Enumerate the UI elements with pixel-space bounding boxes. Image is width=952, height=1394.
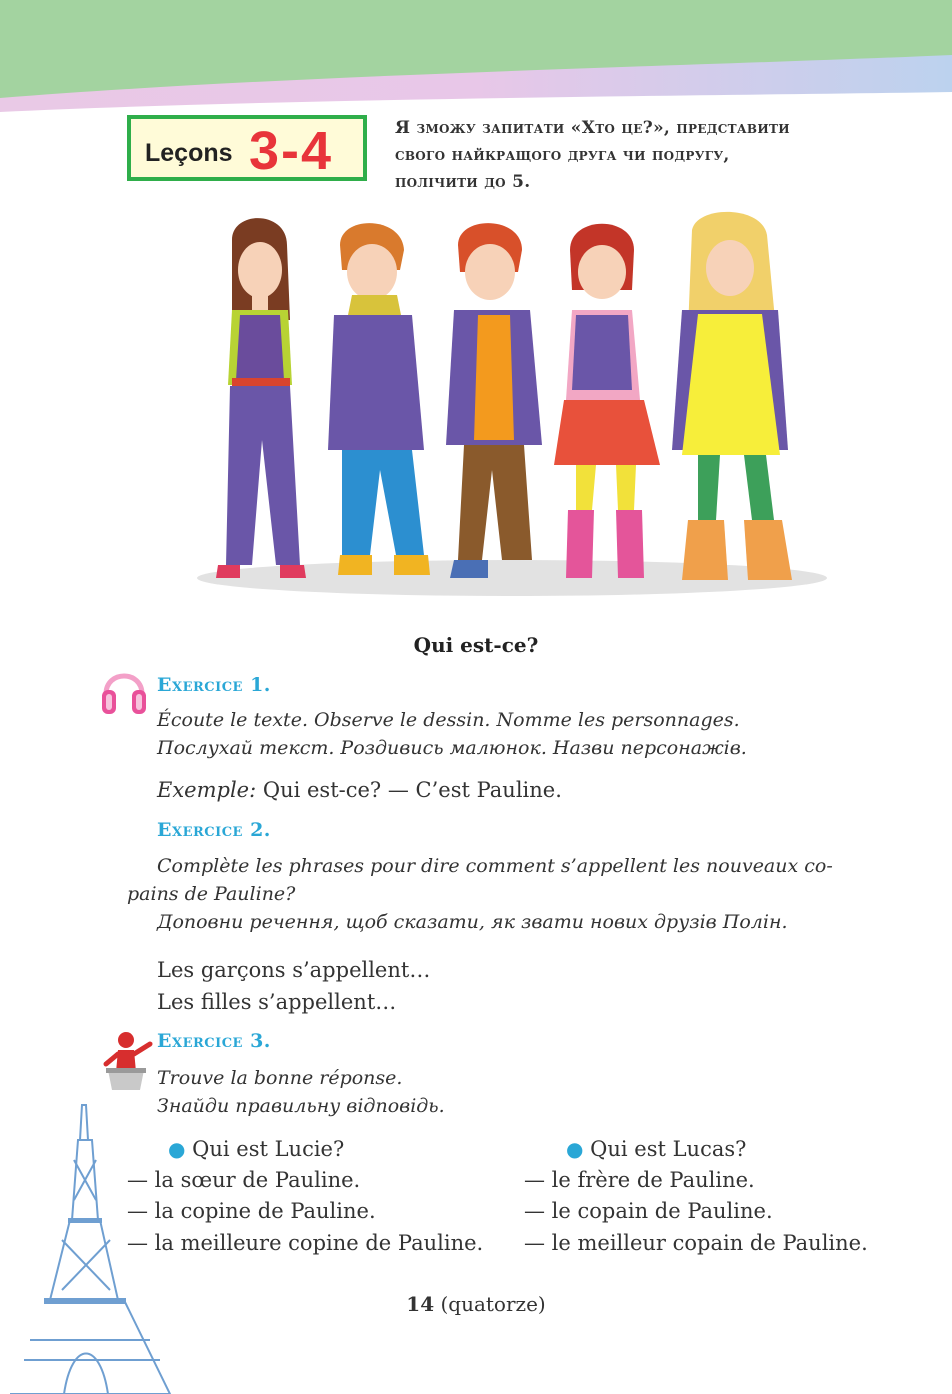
question-lucas (566, 1137, 746, 1161)
character-5 (672, 212, 792, 580)
option-lucie-1[interactable]: — la sœur de Pauline. (127, 1168, 361, 1192)
exercise-2-instruction-uk: Доповни речення, щоб сказати, як звати нових друзів Полін. (157, 911, 788, 933)
character-1 (216, 218, 306, 578)
exercise-2-line-2: Les filles s’appellent… (157, 990, 397, 1014)
exercise-1-title: Exercice 1. (157, 674, 271, 696)
lesson-word: Leçons (145, 139, 233, 167)
character-2 (328, 223, 430, 575)
goal-line-1: Я зможу запитати «Хто це?», представити (395, 118, 790, 138)
option-lucas-1[interactable]: — le frère de Pauline. (524, 1168, 755, 1192)
lesson-number: 3-4 (249, 121, 334, 181)
exercise-3-instruction-uk: Знайди правильну відповідь. (157, 1095, 445, 1117)
bullet-icon: ● (566, 1137, 584, 1161)
speaker-figure-icon (100, 1030, 154, 1092)
option-lucas-3[interactable]: — le meilleur copain de Pauline. (524, 1231, 868, 1255)
exercise-2-instruction-fr-line1: Complète les phrases pour dire comment s’appellent les nouveaux co- (157, 855, 833, 877)
exercise-1-example (157, 778, 562, 802)
exercise-1-instruction-uk: Послухай текст. Роздивись малюнок. Назви персонажів. (157, 737, 747, 759)
exercise-3-title: Exercice 3. (157, 1030, 271, 1052)
eiffel-tower-illustration (0, 1100, 200, 1394)
lesson-goal (395, 115, 895, 196)
top-decorative-band (0, 0, 952, 120)
option-lucie-2[interactable]: — la copine de Pauline. (127, 1199, 376, 1223)
example-label: Exemple: (157, 778, 257, 802)
exercise-2-title: Exercice 2. (157, 819, 271, 841)
exercise-3-instruction-fr: Trouve la bonne réponse. (157, 1067, 403, 1089)
example-text: Qui est-ce? — C’est Pauline. (256, 778, 562, 802)
lesson-badge (127, 115, 367, 181)
page-number (0, 1292, 952, 1316)
question-lucie-text: Qui est Lucie? (192, 1137, 345, 1161)
goal-line-2: свого найкращого друга чи подругу, (395, 145, 730, 165)
section-title: Qui est-ce? (413, 633, 539, 657)
question-lucas-text: Qui est Lucas? (590, 1137, 747, 1161)
children-illustration (192, 210, 832, 600)
option-lucie-3[interactable]: — la meilleure copine de Pauline. (127, 1231, 484, 1255)
page-number-digits: 14 (406, 1292, 435, 1316)
character-4 (554, 224, 660, 578)
character-3 (446, 223, 542, 578)
exercise-1-instruction-fr: Écoute le texte. Observe le dessin. Nomme les personnages. (157, 709, 740, 731)
bullet-icon: ● (168, 1137, 186, 1161)
exercise-2-instruction-fr-line2: pains de Pauline? (127, 883, 296, 905)
option-lucas-2[interactable]: — le copain de Pauline. (524, 1199, 773, 1223)
goal-line-3: полічити до 5. (395, 172, 531, 192)
exercise-2-line-1: Les garçons s’appellent… (157, 958, 431, 982)
page-number-word: (quatorze) (434, 1292, 546, 1316)
headphones-icon (100, 662, 148, 718)
